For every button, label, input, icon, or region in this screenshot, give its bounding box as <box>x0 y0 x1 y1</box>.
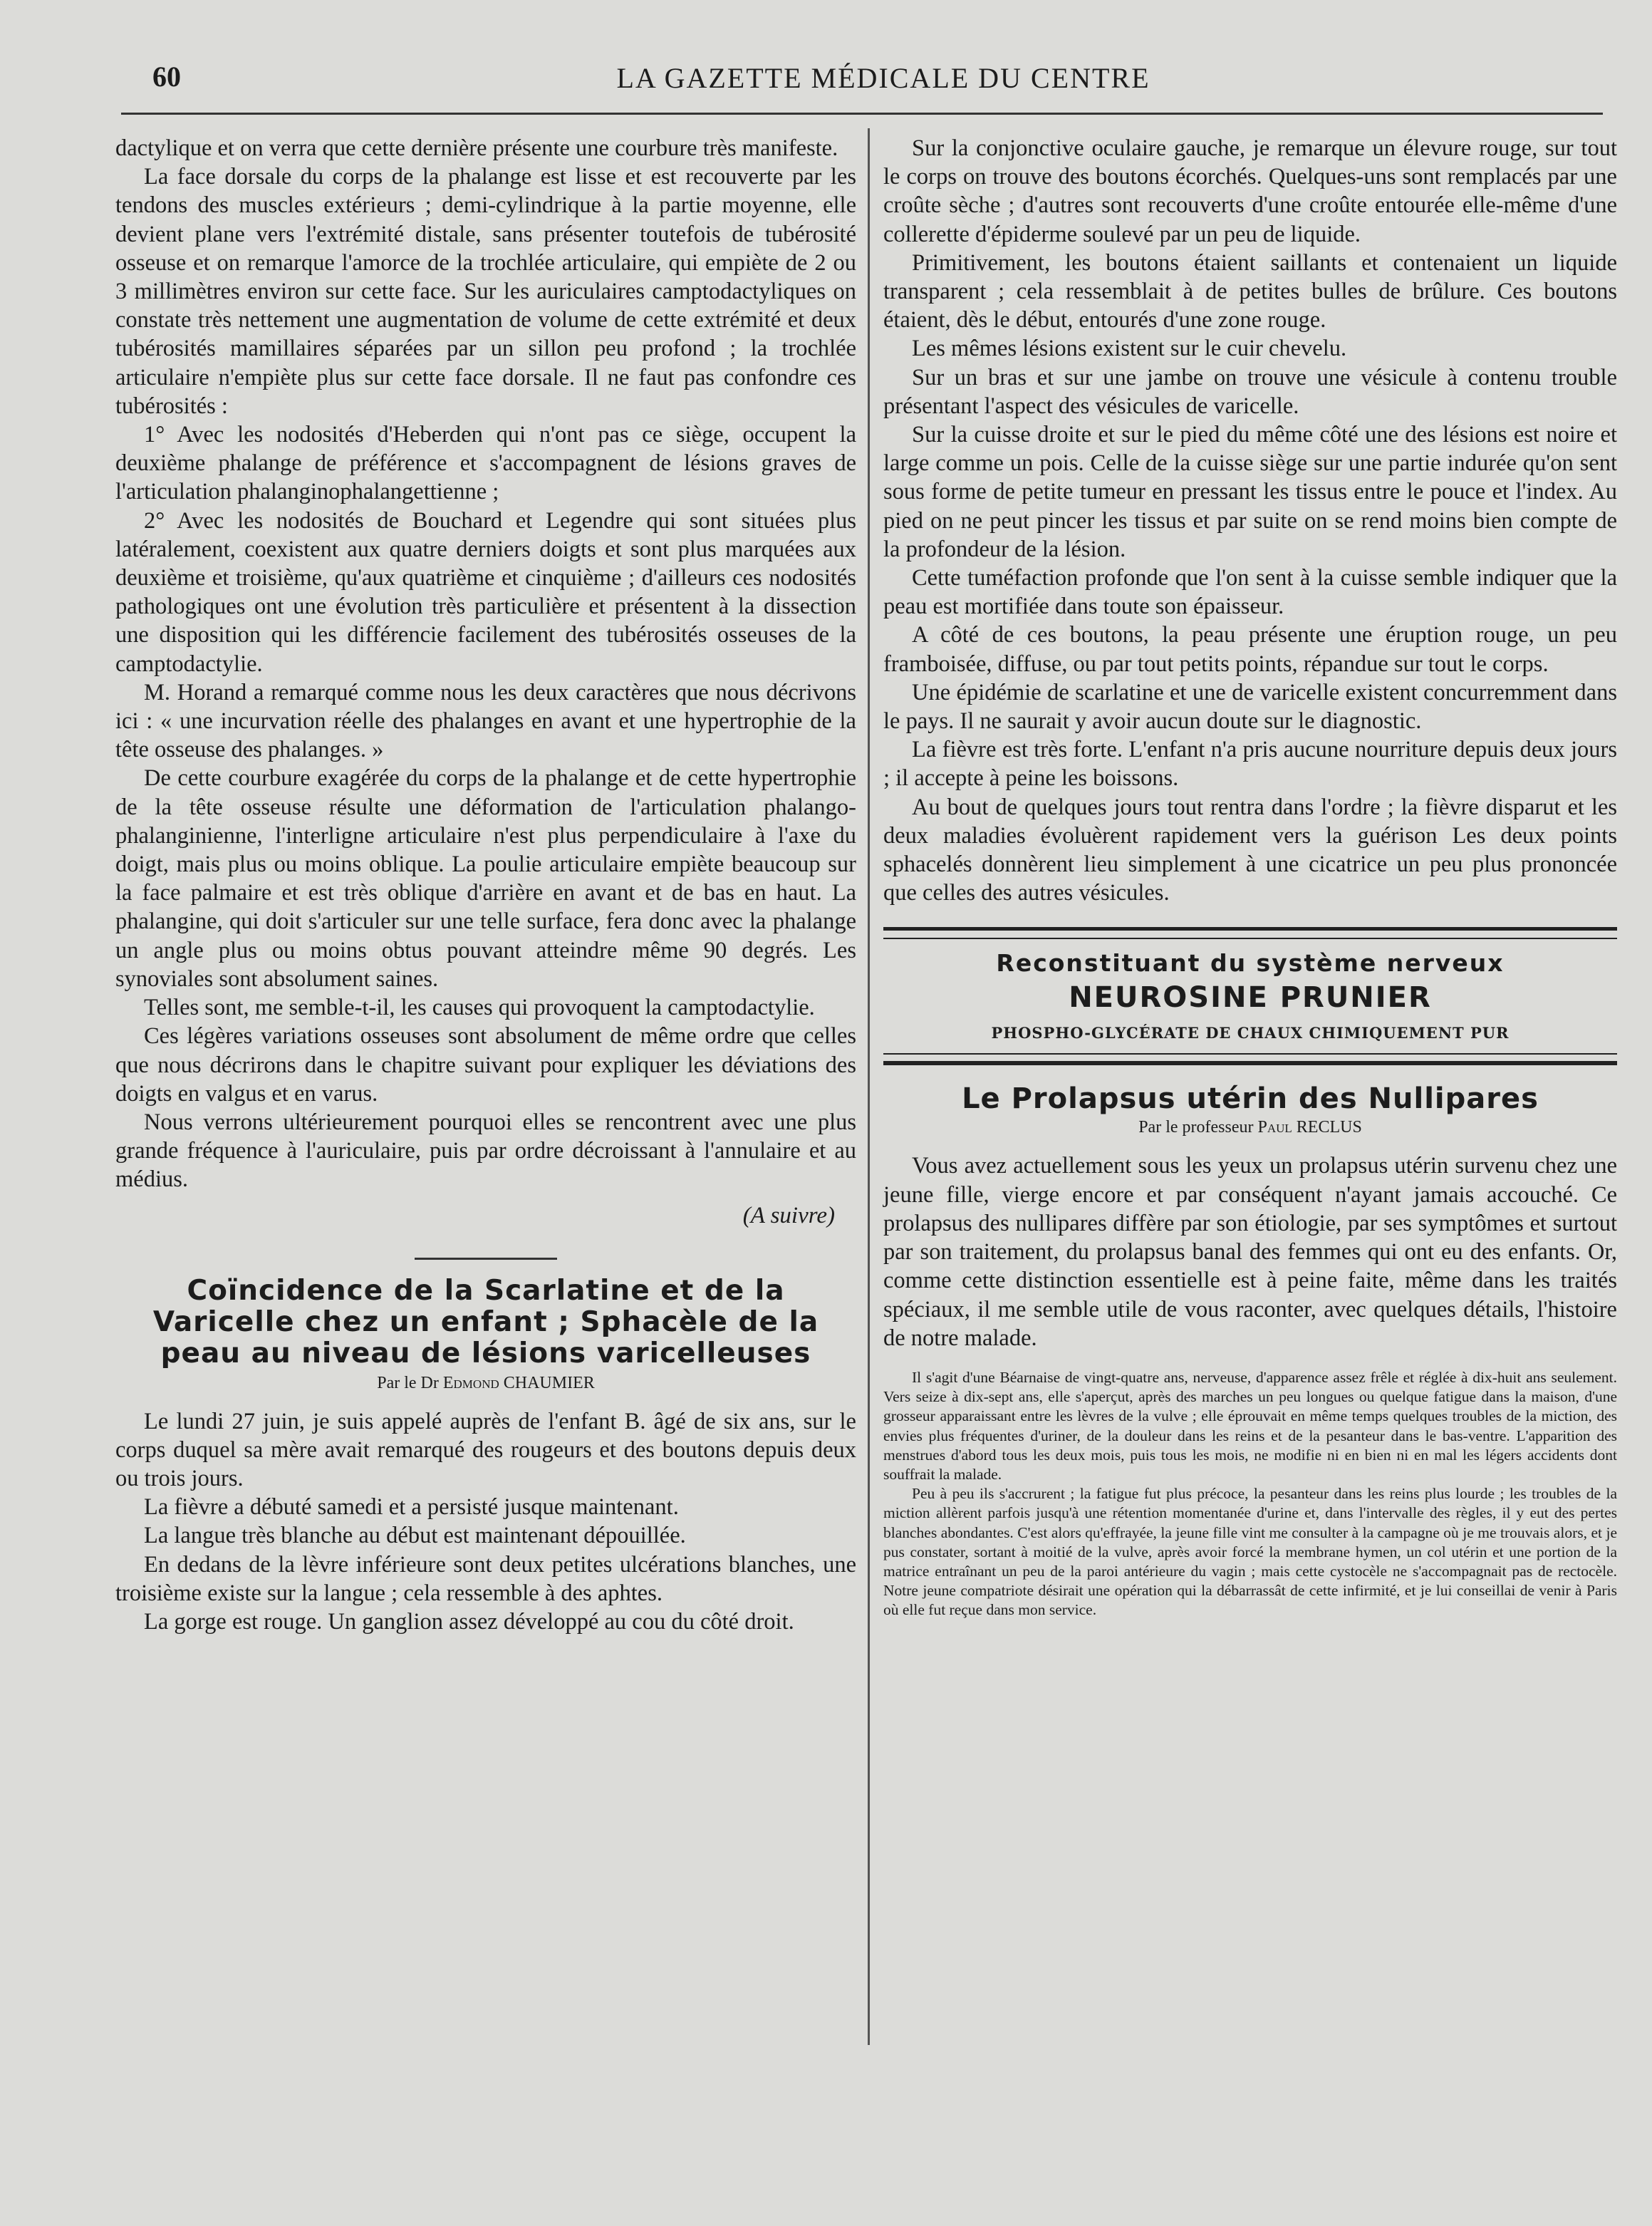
ad-product-name: NEUROSINE PRUNIER <box>1069 981 1432 1015</box>
byline <box>115 1374 856 1393</box>
paragraph: M. Horand a remarqué comme nous les deux caractères que nous décrivons ici : « une incurvation réelle des phalanges en avant et une hypertrophie de la tête osseuse des phalanges. » <box>115 679 856 763</box>
byline-prefix: Par le professeur <box>1138 1118 1254 1137</box>
paragraph: Au bout de quelques jours tout rentra dans l'ordre ; la fièvre disparut et les deux maladies évoluèrent rapidement vers la guérison Les deux points sphacelés donnèrent lieu simplement à une cicatrice un peu plus prononcée que celles des autres vésicules. <box>883 794 1617 906</box>
paragraph: Sur la cuisse droite et sur le pied du même côté une des lésions est noire et large comme un pois. Celle de la cuisse siège sur une partie indurée qu'on sent sous forme de petite tumeur en pressant les tissus entre le pouce et l'index. Au pied on ne peut pincer les tissus et par suite on se rend moins bien compte de la profondeur de la lésion. <box>883 422 1617 562</box>
ad-bottom-rule <box>883 1053 1617 1065</box>
page-number: 60 <box>152 61 181 93</box>
header-rule <box>121 113 1603 115</box>
paragraph: Primitivement, les boutons étaient saillants et contenaient un liquide transparent ; cela ressemblait à de petites bulles de brûlure. Ces boutons étaient, dès le début, entourés d'une zone rouge. <box>883 249 1617 333</box>
paragraph: Vous avez actuellement sous les yeux un prolapsus utérin survenu chez une jeune fille, vierge encore et par conséquent n'ayant jamais accouché. Ce prolapsus des nullipares diffère par son étiologie, par ses symptômes et surtout par son traitement, du prolapsus banal des femmes qui ont eu des enfants. Or, comme cette distinction essentielle est à peine faite, même dans les traités spéciaux, il me semble utile de vous raconter, avec quelques détails, l'histoire de notre malade. <box>883 1153 1617 1351</box>
paragraph: Le lundi 27 juin, je suis appelé auprès de l'enfant B. âgé de six ans, sur le corps duquel sa mère avait remarqué des rougeurs et des boutons depuis deux ou trois jours. <box>115 1408 856 1491</box>
paragraph: Sur un bras et sur une jambe on trouve une vésicule à contenu trouble présentant l'aspect des vésicules de varicelle. <box>883 364 1617 419</box>
left-column <box>115 134 856 1636</box>
byline-author: Edmond CHAUMIER <box>442 1373 595 1392</box>
paragraph: 2° Avec les nodosités de Bouchard et Legendre qui sont situées plus latéralement, coexistent aux quatre derniers doigts et sont plus marquées aux deuxième et troisième, qu'aux quatrième et cinquième ; d'ailleurs ces nodosités pathologiques ont une évolution très particulière et présentent à la dissection une disposition qui les différencie facilement des tubérosités osseuses de la camptodactylie. <box>115 507 856 677</box>
paragraph: La face dorsale du corps de la phalange est lisse et est recouverte par les tendons des muscles extérieurs ; demi-cylindrique à la partie moyenne, elle devient plane vers l'extrémité distale, sans présenter toutefois de tubérosité osseuse et on remarque l'amorce de la trochlée articulaire, qui empiète de 2 ou 3 millimètres environ sur cette face. Sur les auriculaires camptodactyliques on constate très nettement une augmentation de volume de cette extrémité et deux tubérosités mamillaires séparées par un sillon peu profond ; la trochlée articulaire n'empiète plus sur cette face dorsale. Il ne faut pas confondre ces tubérosités : <box>115 164 856 419</box>
paragraph: La langue très blanche au début est maintenant dépouillée. <box>144 1523 686 1549</box>
paragraph: dactylique et on verra que cette dernière présente une courbure très manifeste. <box>115 135 838 161</box>
byline-author: Paul RECLUS <box>1257 1118 1362 1137</box>
paragraph: La gorge est rouge. Un ganglion assez développé au cou du côté droit. <box>144 1608 794 1635</box>
column-divider <box>868 128 870 2045</box>
paragraph: 1° Avec les nodosités d'Heberden qui n'ont pas ce siège, occupent la deuxième phalange de préférence et s'accompagnent de lésions graves de l'articulation phalanginophalangettienne ; <box>115 422 856 505</box>
ad-tagline: Reconstituant du système nerveux <box>996 949 1505 978</box>
paragraph: Sur la conjonctive oculaire gauche, je remarque un élevure rouge, sur tout le corps on trouve des boutons écorchés. Quelques-uns sont remplacés par une croûte sèche ; d'autres sont recouverts d'une croûte entourée elle-même d'une collerette d'épiderme soulevé par un peu de liquide. <box>883 135 1617 247</box>
small-paragraph: Il s'agit d'une Béarnaise de vingt-quatre ans, nerveuse, d'apparence assez frêle et réglée à dix-huit ans seulement. Vers seize à dix-sept ans, elle s'aperçut, après des marches un peu longues ou quelque fatigue dans la maison, d'une grosseur apparaissant entre les lèvres de la vulve ; elle éprouvait en même temps quelques troubles de la miction, des envies plus fréquentes d'uriner, de la douleur dans les reins et de la pesanteur dans le bas-ventre. L'apparition des menstrues d'abord tous les deux mois, puis tous les mois, ne modifie ni en bien ni en mal les légers accidents dont souffrait la malade. <box>883 1368 1617 1483</box>
paragraph: De cette courbure exagérée du corps de la phalange et de cette hypertrophie de la tête osseuse résulte une déformation de l'articulation phalango-phalanginienne, l'interligne articulaire n'est plus perpendiculaire à l'axe du doigt, mais plus ou moins oblique. La poulie articulaire empiète beaucoup sur la face palmaire et est très oblique d'arrière en avant et de bas en haut. La phalangine, qui doit s'articuler sur une telle surface, fera donc avec la phalange un angle plus ou moins obtus pouvant atteindre même 90 degrés. Les synoviales sont absolument saines. <box>115 765 856 992</box>
paragraph: Nous verrons ultérieurement pourquoi elles se rencontrent avec une plus grande fréquence à l'auriculaire, puis par ordre décroissant à l'annulaire et au médius. <box>115 1109 856 1193</box>
byline-prefix: Par le Dr <box>377 1373 439 1392</box>
article-title: Le Prolapsus utérin des Nullipares <box>962 1082 1539 1116</box>
byline <box>883 1118 1617 1137</box>
ad-description: PHOSPHO-GLYCÉRATE DE CHAUX CHIMIQUEMENT PUR <box>991 1024 1510 1042</box>
advertisement <box>883 949 1617 1042</box>
right-column <box>883 134 1617 1620</box>
page-header <box>142 56 1496 105</box>
paragraph: A côté de ces boutons, la peau présente une éruption rouge, un peu framboisée, diffuse, ou par tout petits points, répandue sur tout le corps. <box>883 622 1617 677</box>
ad-top-rule <box>883 927 1617 939</box>
paragraph: La fièvre a débuté samedi et a persisté jusque maintenant. <box>144 1494 679 1521</box>
running-title: LA GAZETTE MÉDICALE DU CENTRE <box>616 62 1150 94</box>
paragraph: Les mêmes lésions existent sur le cuir chevelu. <box>912 336 1347 362</box>
article-title: Coïncidence de la Scarlatine et de la Varicelle chez un enfant ; Sphacèle de la peau au niveau de lésions varicelleuses <box>152 1274 819 1370</box>
paragraph: Telles sont, me semble-t-il, les causes qui provoquent la camptodactylie. <box>144 995 815 1021</box>
paragraph: Ces légères variations osseuses sont absolument de même ordre que celles que nous décrirons dans le chapitre suivant pour expliquer les déviations des doigts en valgus et en varus. <box>115 1023 856 1107</box>
small-paragraph: Peu à peu ils s'accrurent ; la fatigue fut plus précoce, la pesanteur dans les reins plus lourde ; les troubles de la miction allèrent parfois jusqu'à une rétention momentanée d'urine et, dans l'intervalle des règles, il y eut des pertes blanches abondantes. C'est alors qu'effrayée, la jeune fille vint me consulter à la campagne où je me trouvais alors, et je pus constater, sortant à moitié de la vulve, après avoir forcé la membrane hymen, un col utérin et une portion de la matrice entraînant un peu de la paroi antérieure du vagin ; mais cette cystocèle ne s'accompagnait pas de rectocèle. Notre jeune compatriote désirait une opération qui la débarrassât de cette infirmité, et je lui conseillai de venir à Paris où elle fut reçue dans mon service. <box>883 1485 1617 1619</box>
to-be-continued: (A suivre) <box>742 1202 835 1228</box>
section-rule <box>415 1258 557 1260</box>
paragraph: Cette tuméfaction profonde que l'on sent à la cuisse semble indiquer que la peau est mortifiée dans toute son épaisseur. <box>883 565 1617 620</box>
paragraph: Une épidémie de scarlatine et une de varicelle existent concurremment dans le pays. Il ne saurait y avoir aucun doute sur le diagnostic. <box>883 679 1617 735</box>
paragraph: La fièvre est très forte. L'enfant n'a pris aucune nourriture depuis deux jours ; il accepte à peine les boissons. <box>883 737 1617 792</box>
paragraph: En dedans de la lèvre inférieure sont deux petites ulcérations blanches, une troisième existe sur la langue ; cela ressemble à des aphtes. <box>115 1551 856 1606</box>
